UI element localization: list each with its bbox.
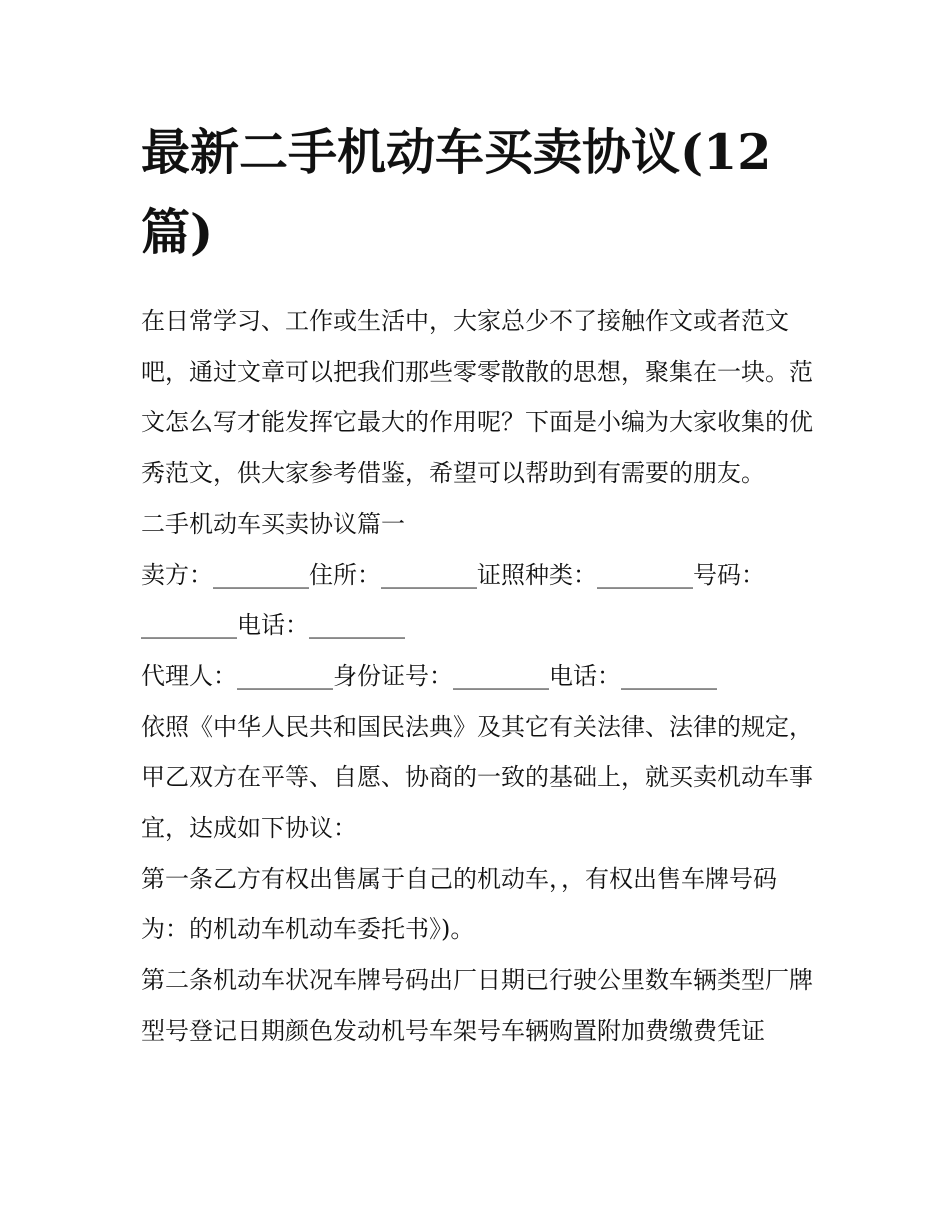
legal-basis-paragraph: 依照《中华人民共和国民法典》及其它有关法律、法律的规定，甲乙双方在平等、自愿、协商的一致的基础上，就买卖机动车事宜，达成如下协议：: [141, 712, 813, 843]
article-one-paragraph: 第一条乙方有权出售属于自己的机动车，，有权出售车牌号码为：的机动车机动车委托书》)。: [141, 864, 777, 944]
seller-info-line: 卖方：________住所：________证照种类：________号码：________电话：________: [141, 560, 765, 640]
document-title: 最新二手机动车买卖协议(12篇): [141, 123, 772, 261]
agent-info-line: 代理人：________身份证号：________电话：________: [141, 661, 717, 690]
document-body: [141, 112, 813, 1057]
article-two-paragraph: 第二条机动车状况车牌号码出厂日期已行驶公里数车辆类型厂牌型号登记日期颜色发动机号车架号车辆购置附加费缴费凭证: [141, 966, 813, 1045]
intro-paragraph: 在日常学习、工作或生活中，大家总少不了接触作文或者范文吧，通过文章可以把我们那些零零散散的思想，聚集在一块。范文怎么写才能发挥它最大的作用呢？下面是小编为大家收集的优秀范文，供大家参考借鉴，希望可以帮助到有需要的朋友。: [141, 307, 813, 488]
section-heading: 二手机动车买卖协议篇一: [141, 509, 405, 538]
